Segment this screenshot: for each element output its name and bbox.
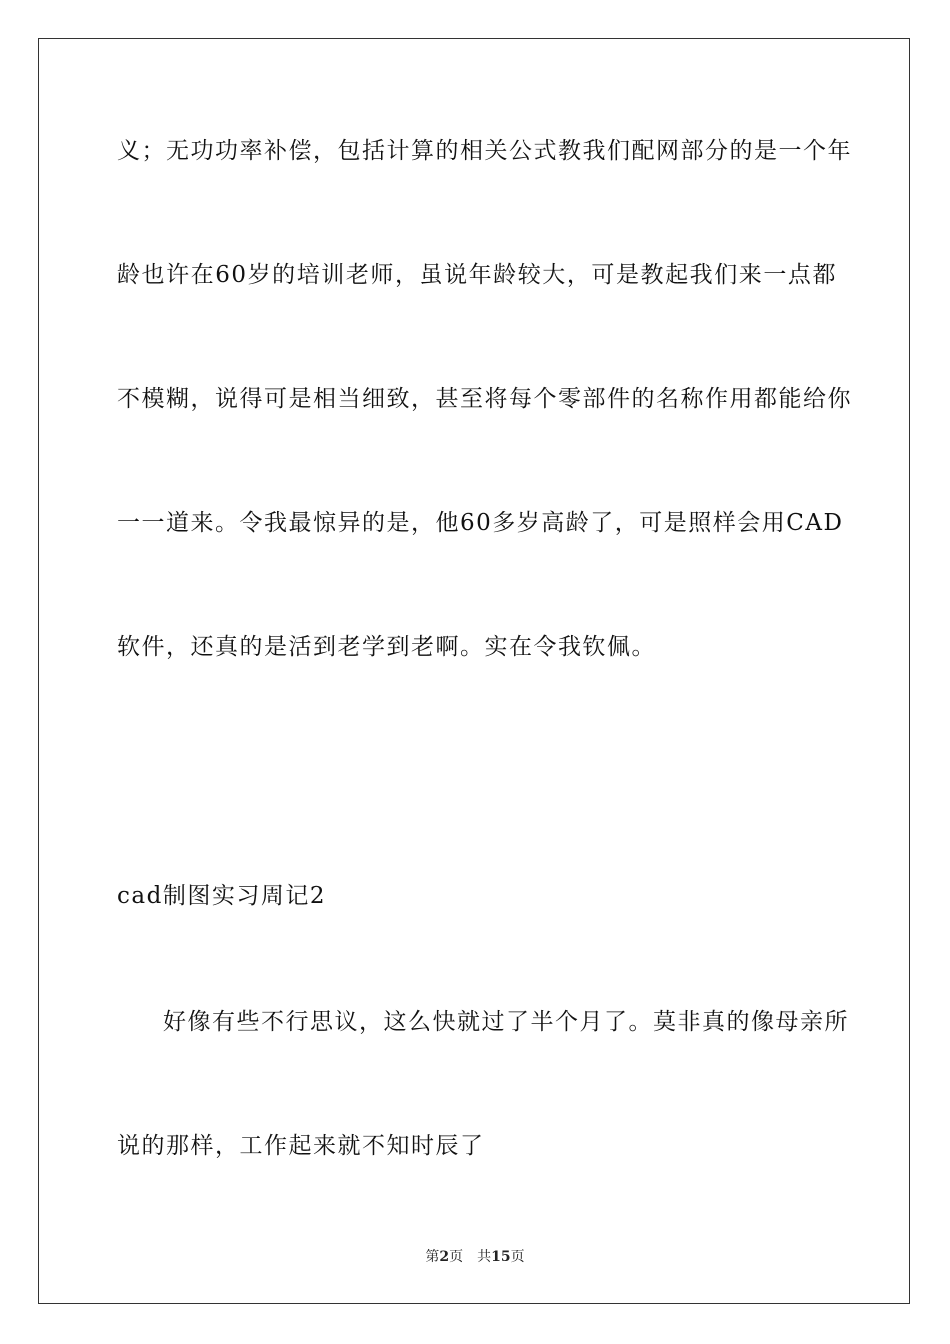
footer-total-suffix: 页 (510, 1249, 525, 1265)
body-line-5: 软件，还真的是活到老学到老啊。实在令我钦佩。 (117, 634, 656, 660)
page-border (38, 38, 910, 1304)
body-line-3: 不模糊，说得可是相当细致，甚至将每个零部件的名称作用都能给你 (117, 386, 852, 412)
footer-page-suffix: 页 (449, 1249, 464, 1265)
page-footer (0, 1248, 950, 1266)
body-line-2: 龄也许在60岁的培训老师，虽说年龄较大，可是教起我们来一点都 (117, 262, 837, 288)
body-line-4: 一一道来。令我最惊异的是，他60多岁高龄了，可是照样会用CAD (117, 510, 844, 536)
footer-total-pages: 15 (491, 1249, 511, 1265)
footer-page-number: 2 (439, 1249, 450, 1265)
body-line-1: 义；无功功率补偿，包括计算的相关公式教我们配网部分的是一个年 (117, 138, 852, 164)
footer-page-prefix: 第 (425, 1249, 440, 1265)
footer-total-prefix: 共 (477, 1249, 492, 1265)
section-heading: cad制图实习周记2 (117, 883, 326, 909)
body-line-7: 说的那样，工作起来就不知时辰了 (117, 1133, 485, 1159)
body-line-6: 好像有些不行思议，这么快就过了半个月了。莫非真的像母亲所 (163, 1009, 849, 1035)
